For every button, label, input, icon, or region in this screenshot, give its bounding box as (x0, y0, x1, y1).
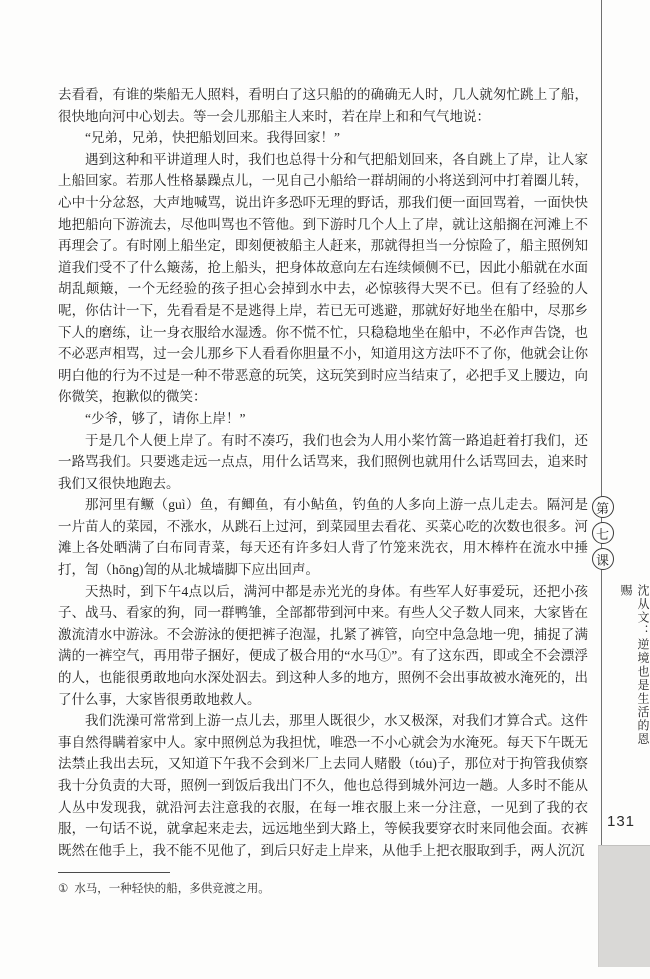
page-number: 131 (607, 813, 636, 830)
sidebar-rule (601, 0, 602, 845)
paragraph: 遇到这种和平讲道理人时，我们也总得十分和气把船划回来，各自跳上了岸，让人家上船回家。若那人性格暴躁点儿，一见自己小船给一群胡闹的小将送到河中打着圈儿转，心中十分忿怒，大声地喊骂，说出许多恐吓无理的野话，那我们便一面回骂着，一面快快地把船向下游流去，尽他叫骂也不管他。到下游时几个人上了岸，就让这船搁在河滩上不再理会了。有时刚上船坐定，即刻便被船主人赶来，那就得担当一分惊险了，船主照例知道我们受不了什么簸荡，抢上船头，把身体故意向左右连续倾侧不已，因此小船就在水面胡乱颠簸，一个无经验的孩子担心会掉到水中去，必惊骇得大哭不已。但有了经验的人呢，你估计一下，先看看是不是逃得上岸，若已无可逃避，那就好好地坐在船中，尽那乡下人的磨练，让一身衣服给水湿透。你不慌不忙，只稳稳地坐在船中，不必作声告饶，也不必恶声相骂，过一会儿那乡下人看看你胆量不小，知道用这方法吓不了你，他就会让你明白他的行为不过是一种不带恶意的玩笑，这玩笑到时应当结束了，必把手叉上腰边，向你微笑，抱歉似的微笑： (58, 151, 588, 405)
footnote-area (58, 872, 588, 897)
footnote-text: 水马，一种轻快的船，多供竞渡之用。 (74, 883, 270, 895)
lesson-badge-char: 第 (592, 496, 614, 518)
lesson-title-vertical: 沈从文：逆境也是生活的恩赐 (619, 584, 650, 746)
paragraph-quote: “兄弟，兄弟，快把船划回来。我得回家！” (85, 130, 340, 146)
paragraph: 于是几个人便上岸了。有时不凑巧，我们也会为人用小桨竹篙一路追赶着打我们，还一路骂我们。只要逃走远一点点，用什么话骂来，我们照例也就用什么话骂回去，追来时我们又很快地跑去。 (58, 432, 588, 491)
paragraph: 那河里有鳜（guì）鱼，有鲫鱼，有小鲇鱼，钓鱼的人多向上游一点儿走去。隔河是一片苗人的菜园，不涨水，从跳石上过河，到菜园里去看花、买菜心吃的次数也很多。河滩上各处晒满了白布同青菜，每天还有许多妇人背了竹笼来洗衣，用木棒杵在流水中捶打，訇（hōng)訇的从北城墙脚下应出回声。 (58, 497, 588, 578)
lesson-badge-char: 课 (592, 548, 614, 570)
paragraph-quote: “少爷，够了，请你上岸！” (85, 410, 246, 426)
paragraph-continuation: 去看看，有谁的柴船无人照料，看明白了这只船的的确确无人时，几人就匆忙跳上了船，很快地向河中心划去。等一会儿那船主人来时，若在岸上和和气气地说： (58, 87, 588, 124)
paragraph: 天热时，到下午4点以后，满河中都是赤光光的身体。有些军人好事爱玩，还把小孩子、战马、看家的狗，同一群鸭雏，全部都带到河中来。有些人父子数人同来，大家皆在激流清水中游泳。不会游泳的便把裤子泡湿，扎紧了裤管，向空中急急地一兜，捕捉了满满的一裤空气，再用带子捆好，便成了极合用的“水马①”。有了这东西，即或全不会漂浮的人，也能很勇敢地向水深处泅去。到这种人多的地方，照例不会出事故被水淹死的，出了什么事，大家皆很勇敢地救人。 (58, 583, 588, 707)
footnote (58, 882, 588, 897)
footnote-divider (58, 872, 170, 873)
footnote-marker: ① (58, 883, 69, 895)
page-edge-tab (598, 845, 650, 967)
paragraph: 我们洗澡可常常到上游一点儿去，那里人既很少，水又极深，对我们才算合式。这件事自然得瞒着家中人。家中照例总为我担忧，唯恐一不小心就会为水淹死。每天下午既无法禁止我出去玩，又知道下午我不会到米厂上去同人赌骰（tóu)子，那位对于拘管我侦察我十分负责的大哥，照例一到饭后我出门不久，他也总得到城外河边一趟。人多时不能从人丛中发现我，就沿河去注意我的衣服，在每一堆衣服上来一分注意，一见到了我的衣服，一句话不说，就拿起来走去，远远地坐到大路上，等候我要穿衣时来同他会面。衣裤既然在他手上，我不能不见他了，到后只好走上岸来，从他手上把衣服取到手，两人沉沉 (58, 713, 588, 858)
lesson-badge (590, 496, 615, 570)
lesson-badge-char: 七 (592, 522, 614, 544)
body-text-column (58, 84, 588, 861)
